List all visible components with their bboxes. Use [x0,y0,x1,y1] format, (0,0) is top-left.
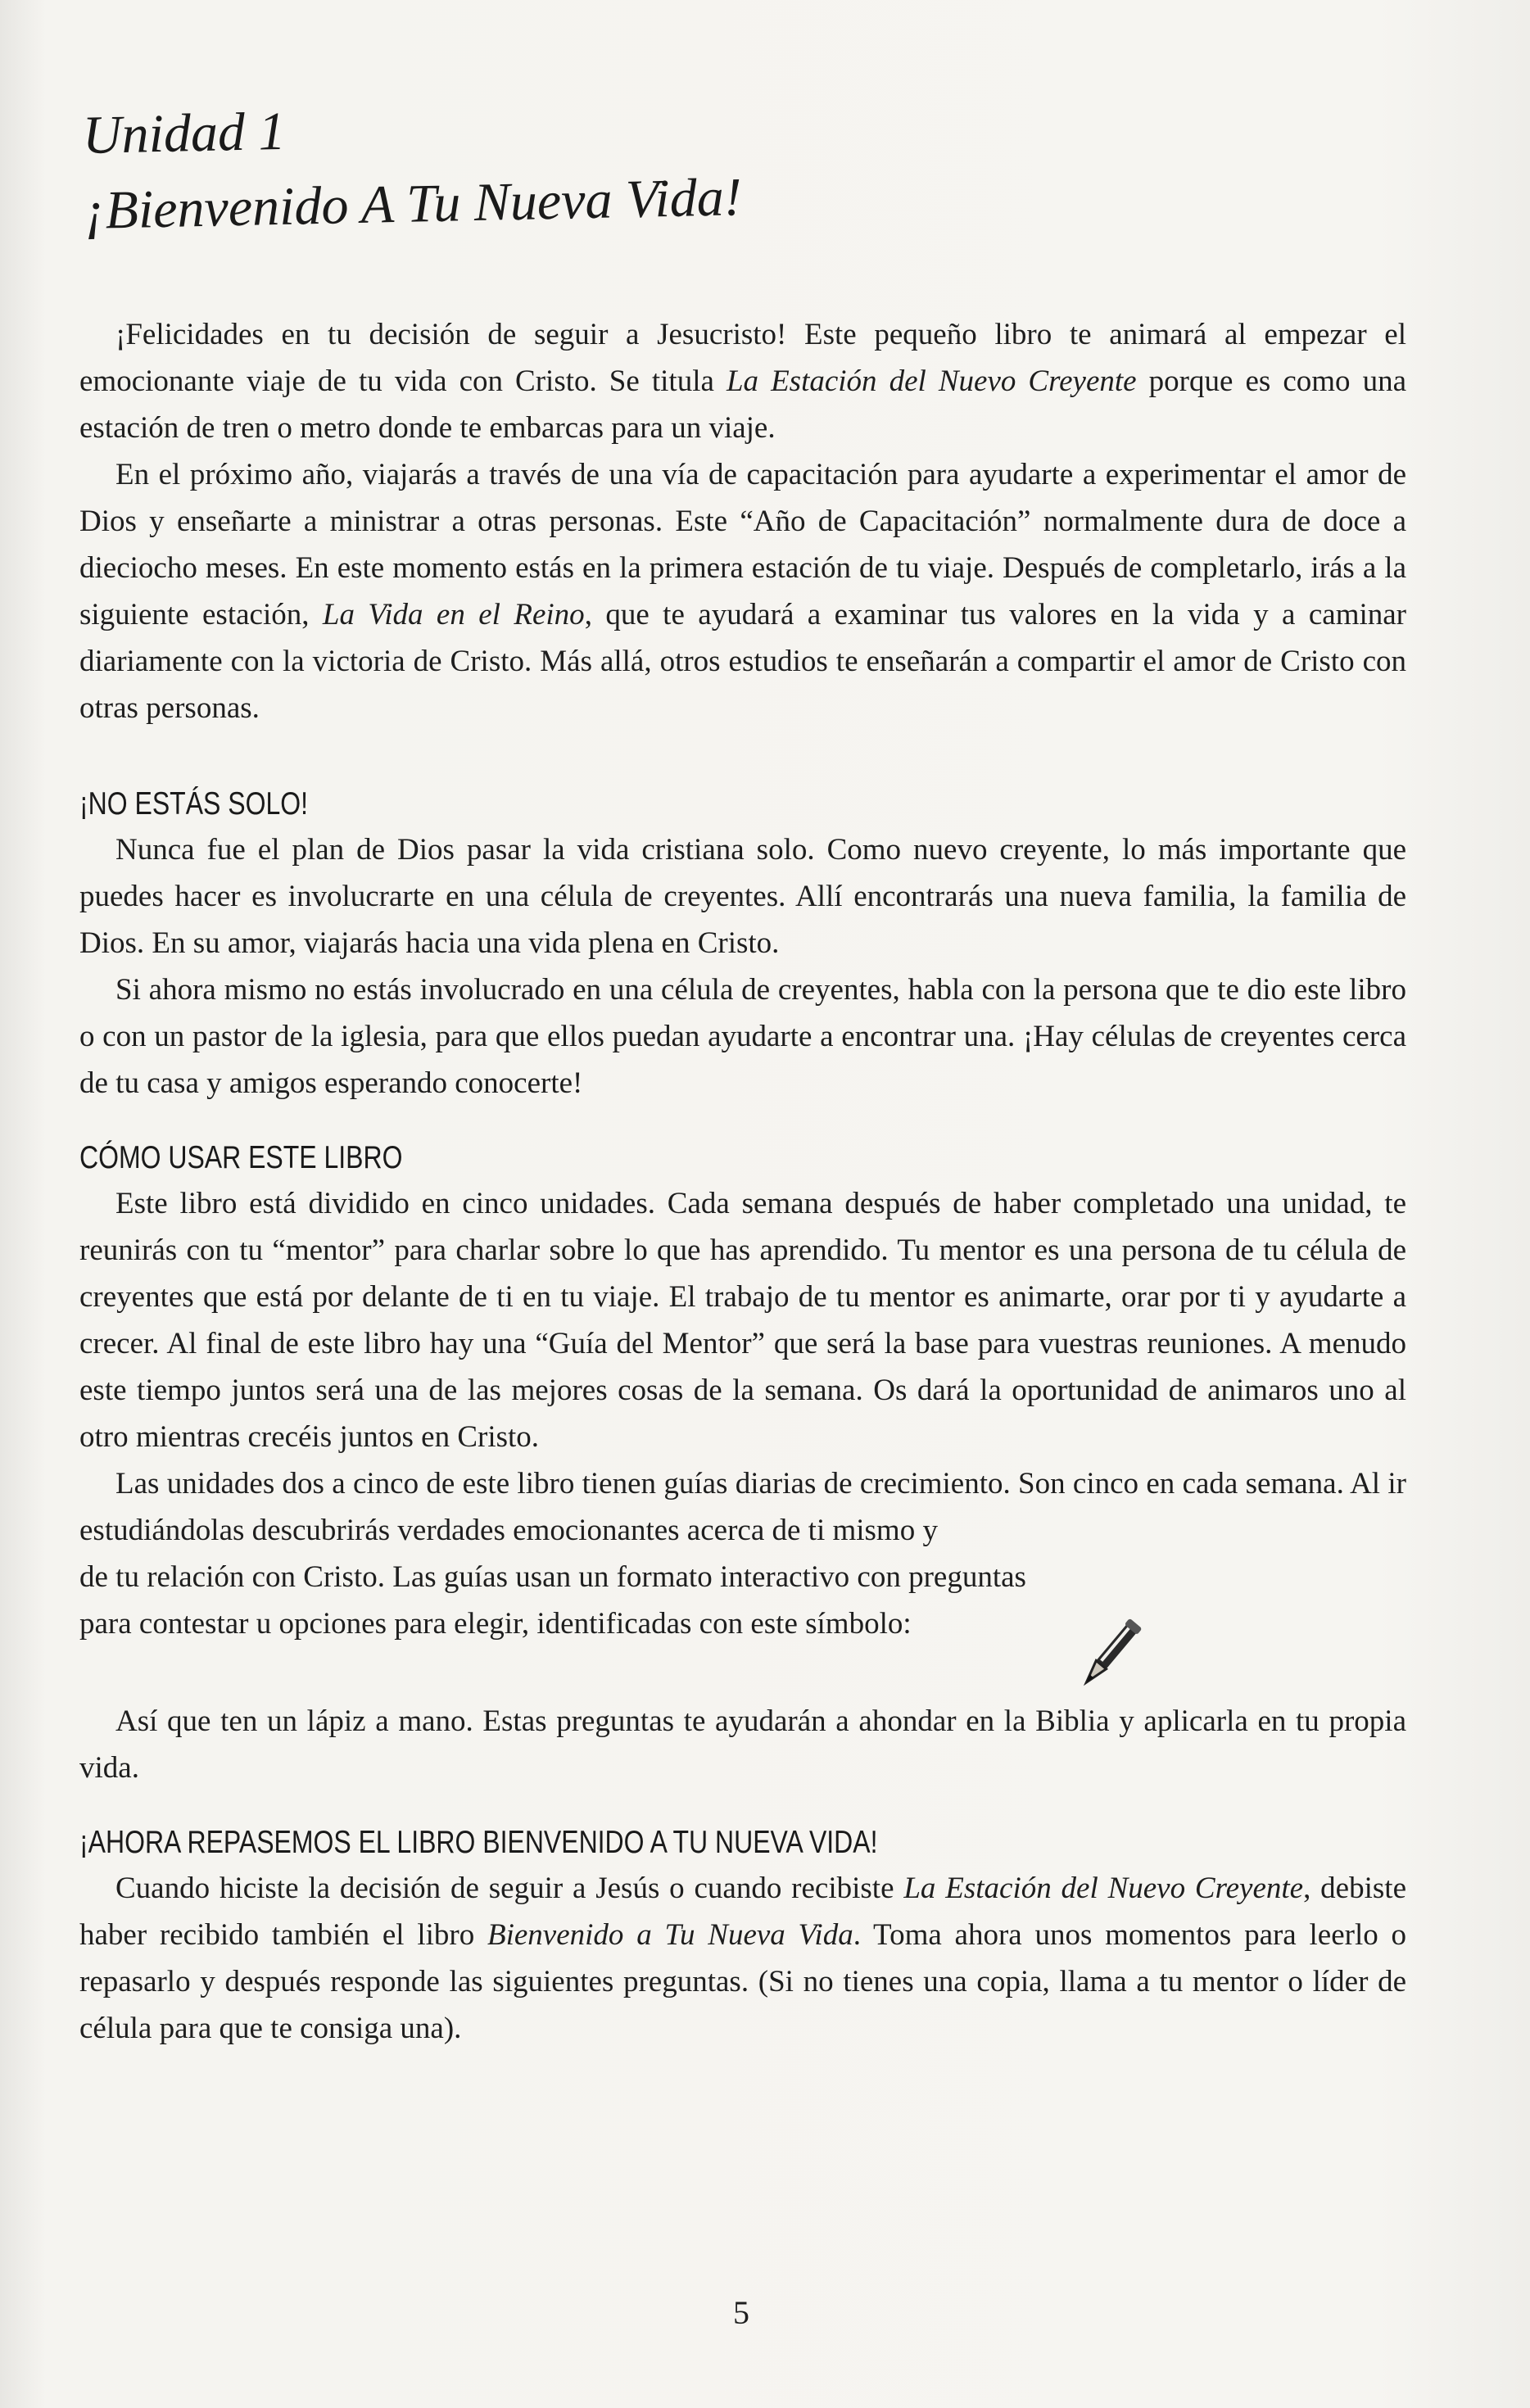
symbol-row [79,1554,1406,1647]
intro-paragraph-1: ¡Felicidades en tu decisión de seguir a Jesucristo! Este pequeño libro te animará al empezar el emocionante viaje de tu vida con Cristo. Se titula La Estación del Nuevo Creyente porque es como una estación de tren o metro donde te embarcas para un viaje. [79,318,1406,445]
unit-title [82,70,1436,249]
page-number: 5 [733,2294,749,2331]
section2-paragraph-1: Este libro está dividido en cinco unidades. Cada semana después de haber completado una unidad, te reunirás con tu “mentor” para charlar sobre lo que has aprendido. Tu mentor es una persona de tu célula de creyentes que está por delante de ti en tu viaje. El trabajo de tu mentor es animarte, orar por ti y ayudarte a crecer. Al final de este libro hay una “Guía del Mentor” que será la base para vuestras reuniones. A menudo este tiempo juntos será una de las mejores cosas de la semana. Os dará la oportunidad de animaros uno al otro mientras crecéis juntos en Cristo. [79,1187,1406,1454]
section1-paragraph-2: Si ahora mismo no estás involucrado en una célula de creyentes, habla con la persona que te dio este libro o con un pastor de la iglesia, para que ellos puedan ayudarte a encontrar una. ¡Hay células de creyentes cerca de tu casa y amigos esperando conocerte! [79,973,1406,1100]
section-heading-repasemos: ¡AHORA REPASEMOS EL LIBRO BIENVENIDO A TU NUEVA VIDA! [79,1825,878,1860]
unit-title-line1: Unidad 1 [82,101,287,165]
intro-paragraph-2: En el próximo año, viajarás a través de una vía de capacitación para ayudarte a experimentar el amor de Dios y enseñarte a ministrar a otras personas. Este “Año de Capacitación” normalmente dura de doce a dieciocho meses. En este momento estás en la primera estación de tu viaje. Después de completarlo, irás a la siguiente estación, La Vida en el Reino, que te ayudará a examinar tus valores en la vida y a caminar diariamente con la victoria de Cristo. Más allá, otros estudios te enseñarán a compartir el amor de Cristo con otras personas. [79,458,1406,725]
section2-paragraph-2-tail: de tu relación con Cristo. Las guías usan un formato interactivo con preguntas para contestar u opciones para elegir, identificadas con este símbolo: [79,1560,1026,1641]
section-heading-como-usar: CÓMO USAR ESTE LIBRO [79,1140,403,1175]
page-content [79,311,1406,2052]
pencil-icon [1062,1611,1152,1701]
section-heading-no-estas-solo: ¡NO ESTÁS SOLO! [79,786,309,822]
section2-paragraph-2: Las unidades dos a cinco de este libro tienen guías diarias de crecimiento. Son cinco en cada semana. Al ir estudiándolas descubrirás verdades emocionantes acerca de ti mismo y [79,1467,1406,1547]
section1-paragraph-1: Nunca fue el plan de Dios pasar la vida cristiana solo. Como nuevo creyente, lo más importante que puedes hacer es involucrarte en una célula de creyentes. Allí encontrarás una nueva familia, la familia de Dios. En su amor, viajarás hacia una vida plena en Cristo. [79,833,1406,960]
unit-title-line2: ¡Bienvenido A Tu Nueva Vida! [84,167,743,241]
section2-paragraph-3: Así que ten un lápiz a mano. Estas preguntas te ayudarán a ahondar en la Biblia y aplicarla en tu propia vida. [79,1704,1406,1785]
section3-paragraph-1: Cuando hiciste la decisión de seguir a Jesús o cuando recibiste La Estación del Nuevo Creyente, debiste haber recibido también el libro Bienvenido a Tu Nueva Vida. Toma ahora unos momentos para leerlo o repasarlo y después responde las siguientes preguntas. (Si no tienes una copia, llama a tu mentor o líder de célula para que te consiga una). [79,1872,1406,2045]
